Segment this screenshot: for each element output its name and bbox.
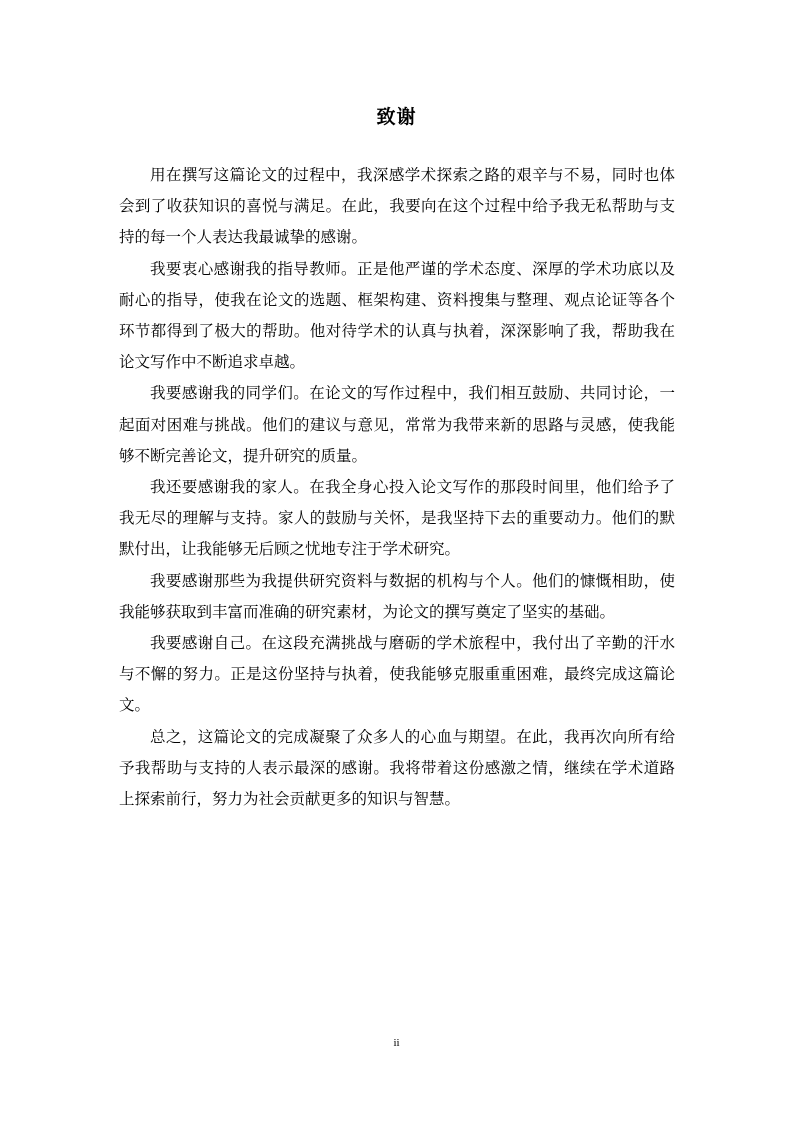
page-number: ii <box>393 1037 400 1049</box>
paragraph-classmates: 我要感谢我的同学们。在论文的写作过程中，我们相互鼓励、共同讨论，一起面对困难与挑战。他们的建议与意见，常常为我带来新的思路与灵感，使我能够不断完善论文，提升研究的质量。 <box>119 384 675 465</box>
acknowledgement-body <box>119 160 675 815</box>
paragraph-intro: 用在撰写这篇论文的过程中，我深感学术探索之路的艰辛与不易，同时也体会到了收获知识的喜悦与满足。在此，我要向在这个过程中给予我无私帮助与支持的每一个人表达我最诚挚的感谢。 <box>119 166 675 247</box>
paragraph-advisor: 我要衷心感谢我的指导教师。正是他严谨的学术态度、深厚的学术功底以及耐心的指导，使我在论文的选题、框架构建、资料搜集与整理、观点论证等各个环节都得到了极大的帮助。他对待学术的认真与执着，深深影响了我，帮助我在论文写作中不断追求卓越。 <box>119 259 675 372</box>
paragraph-self: 我要感谢自己。在这段充满挑战与磨砺的学术旅程中，我付出了辛勤的汗水与不懈的努力。正是这份坚持与执着，使我能够克服重重困难，最终完成这篇论文。 <box>119 634 675 715</box>
page-title: 致谢 <box>376 106 417 128</box>
paragraph-conclusion: 总之，这篇论文的完成凝聚了众多人的心血与期望。在此，我再次向所有给予我帮助与支持的人表示最深的感谢。我将带着这份感激之情，继续在学术道路上探索前行，努力为社会贡献更多的知识与智慧。 <box>119 727 675 809</box>
paragraph-family: 我还要感谢我的家人。在我全身心投入论文写作的那段时间里，他们给予了我无尽的理解与支持。家人的鼓励与关怀，是我坚持下去的重要动力。他们的默默付出，让我能够无后顾之忧地专注于学术研究。 <box>119 478 675 559</box>
paragraph-institutions: 我要感谢那些为我提供研究资料与数据的机构与个人。他们的慷慨相助，使我能够获取到丰富而准确的研究素材，为论文的撰写奠定了坚实的基础。 <box>119 571 675 621</box>
